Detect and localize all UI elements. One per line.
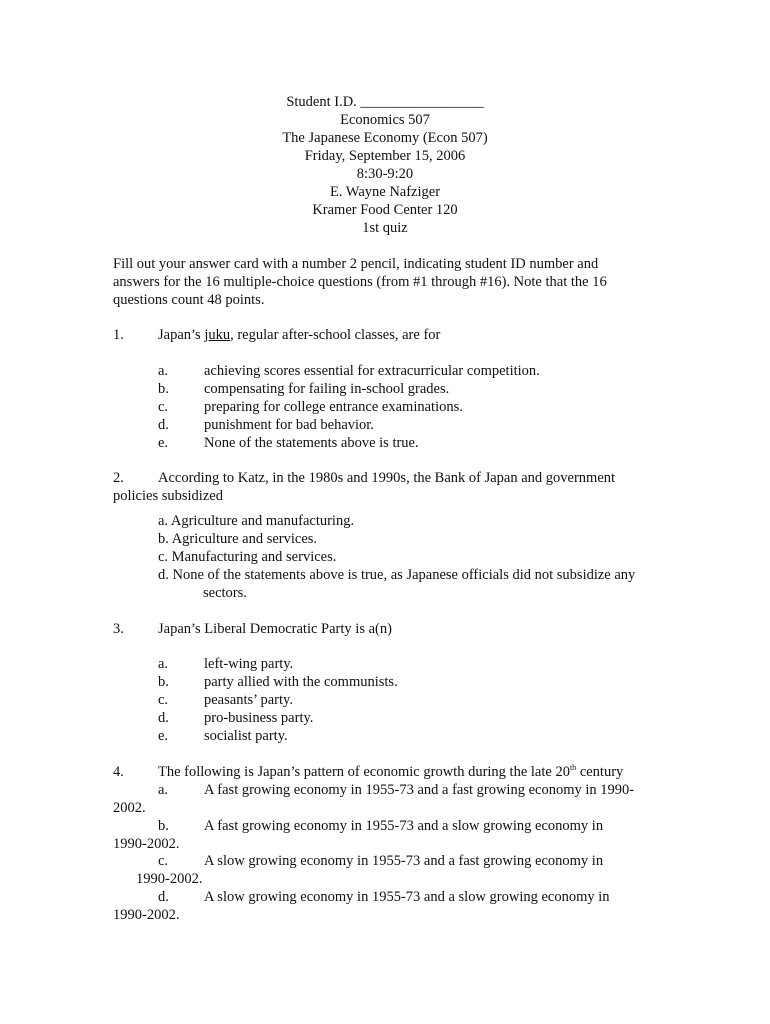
option-b: b. Agriculture and services. [158,531,318,547]
question-4-option-a [113,781,673,817]
option-letter: e. [158,728,169,744]
question-number: 3. [113,621,124,637]
instructions-line: questions count 48 points. [113,292,265,308]
option-b [158,673,398,691]
quiz-time: 8:30-9:20 [356,166,414,182]
option-text: A fast growing economy in 1955-73 and a fast growing economy in 1990- [204,782,635,798]
superscript: th [569,763,577,772]
question-text: The following is Japan’s pattern of economic growth during the late 20 [158,764,570,780]
option-d-cont: sectors. [203,585,247,601]
juku-term: juku [204,327,231,343]
option-text-cont: 1990-2002. [136,871,203,887]
option-letter: d. [158,417,169,433]
option-letter: c. [158,692,169,708]
question-3-options [158,655,398,745]
option-text: None of the statements above is true. [204,435,419,451]
option-text: left-wing party. [204,656,294,672]
option-c [158,691,398,709]
option-text: party allied with the communists. [204,674,398,690]
question-3 [113,620,673,638]
quiz-location: Kramer Food Center 120 [312,202,458,218]
quiz-title: 1st quiz [362,220,408,236]
option-letter: a. [158,782,169,798]
quiz-header [0,93,770,237]
option-a: a. Agriculture and manufacturing. [158,513,355,529]
instructions [113,255,653,309]
quiz-date: Friday, September 15, 2006 [304,148,466,164]
question-1 [113,326,673,344]
option-letter: b. [158,818,169,834]
option-text: socialist party. [204,728,288,744]
question-number: 1. [113,327,124,343]
question-4-option-d [113,888,673,924]
option-text: preparing for college entrance examinations. [204,399,463,415]
option-text: A slow growing economy in 1955-73 and a fast growing economy in [204,853,604,869]
option-c [158,398,540,416]
instructions-line: Fill out your answer card with a number 2 pencil, indicating student ID number and [113,256,599,272]
option-letter: d. [158,710,169,726]
option-letter: c. [158,853,169,869]
option-e [158,434,540,452]
option-d [158,416,540,434]
option-letter: a. [158,363,169,379]
option-letter: c. [158,399,169,415]
question-4 [113,763,673,781]
option-text: compensating for failing in-school grades. [204,381,450,397]
question-number: 2. [113,470,124,486]
option-letter: b. [158,381,169,397]
option-a [158,655,398,673]
question-text-rest: , regular after-school classes, are for [230,327,441,343]
option-d [158,709,398,727]
option-text-cont: 2002. [113,800,146,816]
question-2-options [158,512,635,602]
question-number: 4. [113,764,124,780]
question-text-cont: policies subsidized [113,488,223,504]
question-text: Japan’s Liberal Democratic Party is a(n) [158,621,392,637]
question-text: According to Katz, in the 1980s and 1990s, the Bank of Japan and government [158,470,616,486]
option-letter: e. [158,435,169,451]
option-letter: a. [158,656,169,672]
option-a [158,362,540,380]
option-d: d. None of the statements above is true, as Japanese officials did not subsidize any [158,567,636,583]
option-letter: b. [158,674,169,690]
option-text: A slow growing economy in 1955-73 and a slow growing economy in [204,889,610,905]
question-4-option-c [113,852,673,888]
instructions-line: answers for the 16 multiple-choice questions (from #1 through #16). Note that the 16 [113,274,607,290]
option-b [158,380,540,398]
option-e [158,727,398,745]
option-text-cont: 1990-2002. [113,836,180,852]
option-text: peasants’ party. [204,692,293,708]
option-text: pro-business party. [204,710,314,726]
instructor-name: E. Wayne Nafziger [329,184,441,200]
course-number: Economics 507 [340,112,430,128]
option-letter: d. [158,889,169,905]
option-text: A fast growing economy in 1955-73 and a slow growing economy in [204,818,604,834]
student-id-line: Student I.D. _________________ [286,94,484,110]
option-text: achieving scores essential for extracurricular competition. [204,363,540,379]
option-text: punishment for bad behavior. [204,417,374,433]
option-text-cont: 1990-2002. [113,907,180,923]
question-1-options [158,362,540,452]
question-text-end: century [576,764,624,780]
question-2 [113,469,673,505]
option-c: c. Manufacturing and services. [158,549,337,565]
course-title: The Japanese Economy (Econ 507) [282,130,488,146]
question-text-prefix: Japan’s [158,327,205,343]
question-4-option-b [113,817,673,853]
